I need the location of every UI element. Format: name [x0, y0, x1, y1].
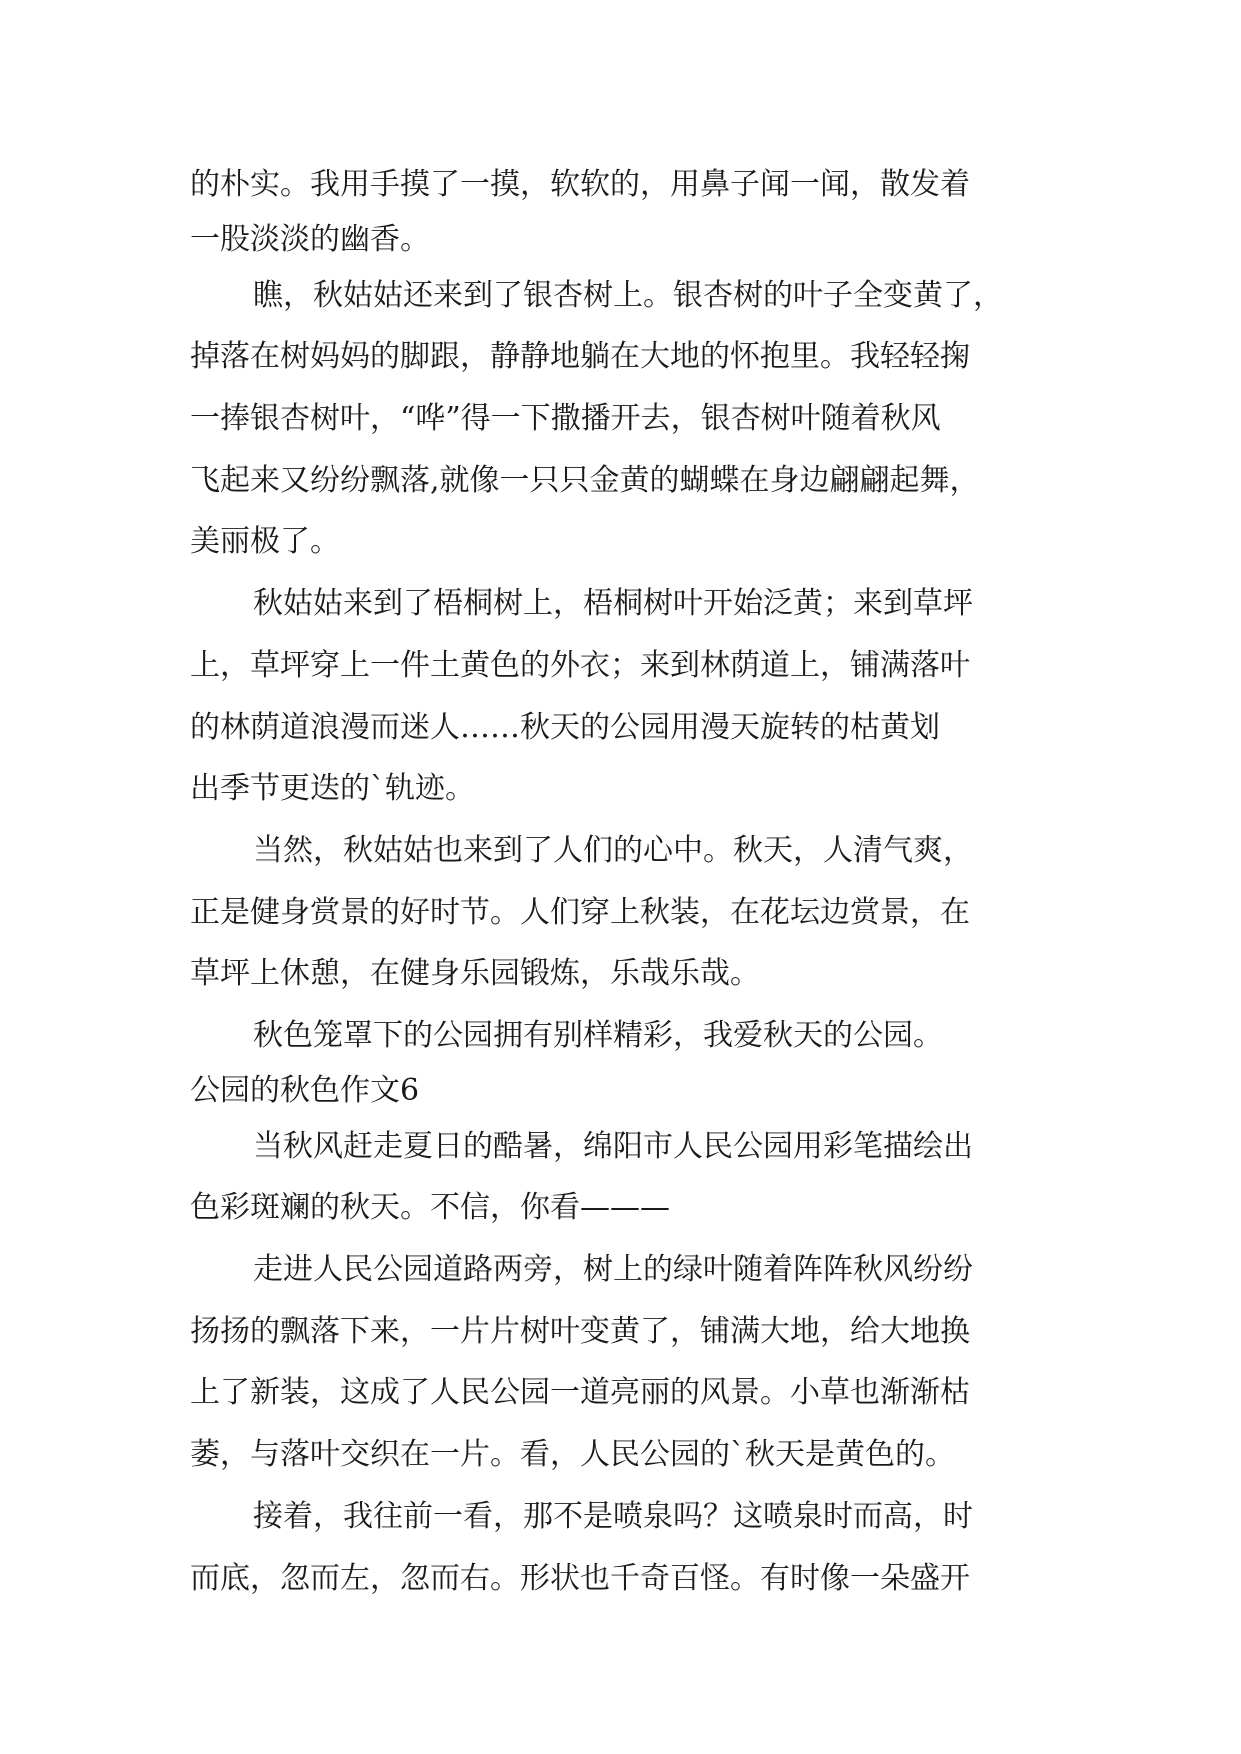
section-heading: 公园的秋色作文6	[190, 1073, 420, 1108]
paragraph-first-line: 当秋风赶走夏日的酷暑，绵阳市人民公园用彩笔描绘出	[253, 1129, 973, 1164]
text-line: 飞起来又纷纷飘落,就像一只只金黄的蝴蝶在身边翩翩起舞，	[190, 463, 980, 498]
text-line: 而底，忽而左，忽而右。形状也千奇百怪。有时像一朵盛开	[190, 1561, 970, 1596]
text-line: 正是健身赏景的好时节。人们穿上秋装，在花坛边赏景，在	[190, 895, 970, 930]
text-line: 色彩斑斓的秋天。不信，你看———	[190, 1190, 670, 1225]
paragraph-first-line: 秋色笼罩下的公园拥有别样精彩，我爱秋天的公园。	[253, 1018, 943, 1053]
text-line: 上，草坪穿上一件土黄色的外衣；来到林荫道上，铺满落叶	[190, 648, 970, 683]
paragraph-first-line: 瞧，秋姑姑还来到了银杏树上。银杏树的叶子全变黄了，	[253, 278, 1003, 313]
text-line: 的朴实。我用手摸了一摸，软软的，用鼻子闻一闻，散发着	[190, 167, 970, 202]
text-line: 的林荫道浪漫而迷人……秋天的公园用漫天旋转的枯黄划	[190, 710, 940, 745]
text-line: 一股淡淡的幽香。	[190, 222, 430, 257]
paragraph-first-line: 走进人民公园道路两旁，树上的绿叶随着阵阵秋风纷纷	[253, 1252, 973, 1287]
text-line: 上了新装，这成了人民公园一道亮丽的风景。小草也渐渐枯	[190, 1375, 970, 1410]
paragraph-first-line: 当然，秋姑姑也来到了人们的心中。秋天，人清气爽，	[253, 833, 973, 868]
text-line: 萎，与落叶交织在一片。看，人民公园的`秋天是黄色的。	[190, 1437, 955, 1472]
text-line: 扬扬的飘落下来，一片片树叶变黄了，铺满大地，给大地换	[190, 1314, 970, 1349]
text-line: 一捧银杏树叶，“哗”得一下撒播开去，银杏树叶随着秋风	[190, 401, 941, 436]
text-line: 草坪上休憩，在健身乐园锻炼，乐哉乐哉。	[190, 956, 760, 991]
text-line: 出季节更迭的`轨迹。	[190, 771, 475, 806]
paragraph-first-line: 接着，我往前一看，那不是喷泉吗？这喷泉时而高，时	[253, 1499, 973, 1534]
text-line: 美丽极了。	[190, 524, 340, 559]
paragraph-first-line: 秋姑姑来到了梧桐树上，梧桐树叶开始泛黄；来到草坪	[253, 586, 973, 621]
text-line: 掉落在树妈妈的脚跟，静静地躺在大地的怀抱里。我轻轻掬	[190, 339, 970, 374]
